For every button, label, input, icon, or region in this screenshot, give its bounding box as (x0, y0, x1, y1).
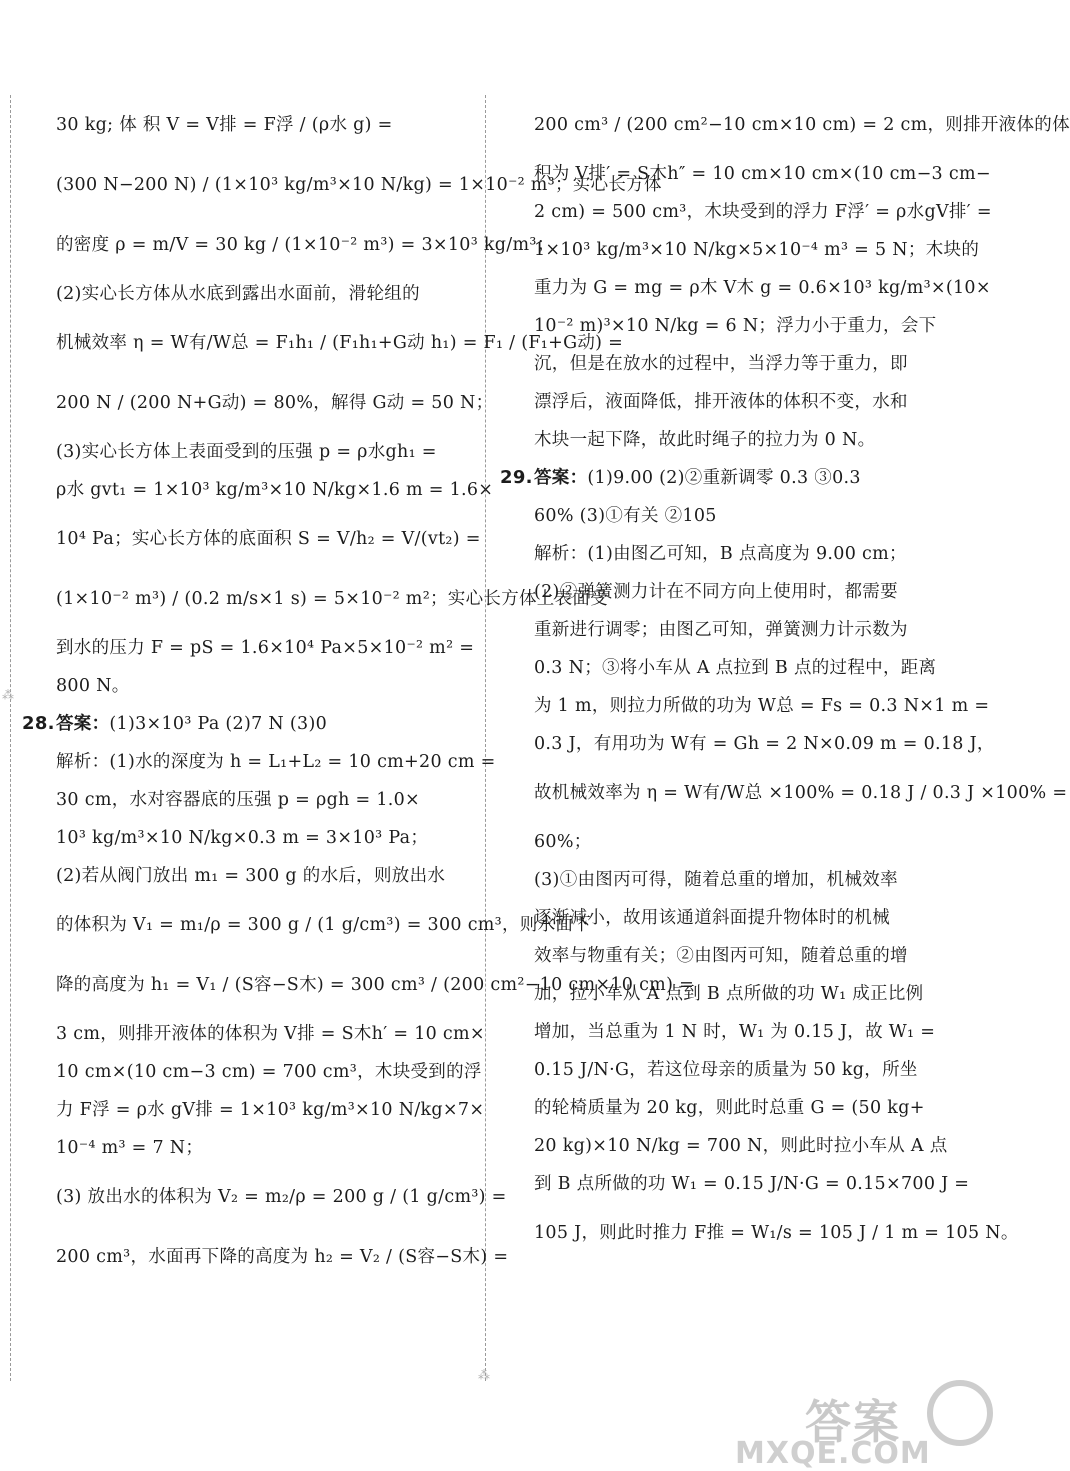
text-line: 30 kg; 体 积 V = V排 = F浮 / (ρ水 g) = (56, 115, 393, 135)
text-line: 机械效率 η = W有/W总 = F₁h₁ / (F₁h₁+G动 h₁) = F₁ / (F₁+G动) = (56, 333, 624, 353)
text-line: 200 cm³ / (200 cm²−10 cm×10 cm) = 2 cm，则排开液体的体 (534, 115, 1070, 135)
text-line: 的轮椅质量为 20 kg，则此时总重 G = (50 kg+ (534, 1098, 925, 1118)
text-line: 1×10³ kg/m³×10 N/kg×5×10⁻⁴ m³ = 5 N；木块的 (534, 240, 980, 260)
watermark-url: MXQE.COM (735, 1436, 931, 1471)
answer-text-continued: 60% (3)①有关 ②105 (534, 506, 717, 526)
text-line: 的密度 ρ = m/V = 30 kg / (1×10⁻² m³) = 3×10³ kg/m³； (56, 235, 555, 255)
watermark-circle-icon (927, 1380, 993, 1446)
text-line: 2 cm) = 500 cm³，木块受到的浮力 F浮′ = ρ水gV排′ = (534, 202, 992, 222)
text-line: 10⁻² m)³×10 N/kg = 6 N；浮力小于重力，会下 (534, 316, 937, 336)
question-number: 29. (500, 467, 533, 488)
text-line: 10 cm×(10 cm−3 cm) = 700 cm³，木块受到的浮 (56, 1062, 482, 1082)
text-line: 200 N / (200 N+G动) = 80%，解得 G动 = 50 N； (56, 393, 494, 413)
text-line: 沉，但是在放水的过程中，当浮力等于重力，即 (534, 354, 908, 374)
text-line: 效率与物重有关；②由图丙可知，随着总重的增 (534, 946, 908, 966)
text-line: 800 N。 (56, 676, 130, 696)
text-line: 0.3 J，有用功为 W有 = Gh = 2 N×0.09 m = 0.18 J， (534, 734, 995, 754)
text-line: 3 cm，则排开液体的体积为 V排 = S木h′ = 10 cm× (56, 1024, 485, 1044)
text-line: 为 1 m，则拉力所做的功为 W总 = Fs = 0.3 N×1 m = (534, 696, 990, 716)
answer-label: 答案： (56, 714, 110, 734)
text-line: 解析：(1)水的深度为 h = L₁+L₂ = 10 cm+20 cm = (56, 752, 496, 772)
margin-mark-icon: ⁂ (478, 1368, 490, 1382)
text-line: 105 J，则此时推力 F推 = W₁/s = 105 J / 1 m = 105 N。 (534, 1223, 1019, 1243)
question-header (500, 459, 970, 497)
watermark-title: 答案 (805, 1395, 901, 1449)
text-line: (3) 放出水的体积为 V₂ = m₂/ρ = 200 g / (1 g/cm³) = (56, 1187, 507, 1207)
margin-mark-icon: ⁂ (2, 688, 14, 702)
text-line: 0.15 J/N·G，若这位母亲的质量为 50 kg，所坐 (534, 1060, 918, 1080)
text-line: 解析：(1)由图乙可知，B 点高度为 9.00 cm； (534, 544, 907, 564)
text-line: (3)实心长方体上表面受到的压强 p = ρ水gh₁ = (56, 442, 437, 462)
text-line: 10³ kg/m³×10 N/kg×0.3 m = 3×10³ Pa； (56, 828, 429, 848)
text-line: (1×10⁻² m³) / (0.2 m/s×1 s) = 5×10⁻² m²；实心长方体上表面受 (56, 589, 609, 609)
text-line: 增加，当总重为 1 N 时，W₁ 为 0.15 J，故 W₁ = (534, 1022, 936, 1042)
text-line: 0.3 N；③将小车从 A 点拉到 B 点的过程中，距离 (534, 658, 937, 678)
text-line: 20 kg)×10 N/kg = 700 N，则此时拉小车从 A 点 (534, 1136, 948, 1156)
answer-text: (1)9.00 (2)②重新调零 0.3 ③0.3 (587, 468, 861, 488)
text-line: 200 cm³，水面再下降的高度为 h₂ = V₂ / (S容−S木) = (56, 1247, 509, 1267)
answer-label: 答案： (534, 468, 588, 488)
text-line: 力 F浮 = ρ水 gV排 = 1×10³ kg/m³×10 N/kg×7× (56, 1100, 485, 1120)
text-line: 10⁴ Pa；实心长方体的底面积 S = V/h₂ = V/(vt₂) = (56, 529, 481, 549)
text-line: 故机械效率为 η = W有/W总 ×100% = 0.18 J / 0.3 J ×100% = (534, 783, 1068, 803)
text-line: (300 N−200 N) / (1×10³ kg/m³×10 N/kg) = 1×10⁻² m³；实心长方体 (56, 175, 662, 195)
text-line: (2)若从阀门放出 m₁ = 300 g 的水后，则放出水 (56, 866, 446, 886)
text-line: 加，拉小车从 A 点到 B 点所做的功 W₁ 成正比例 (534, 984, 924, 1004)
text-line: 10⁻⁴ m³ = 7 N； (56, 1138, 204, 1158)
text-line: 漂浮后，液面降低，排开液体的体积不变，水和 (534, 392, 908, 412)
text-line: (3)①由图丙可得，随着总重的增加，机械效率 (534, 870, 898, 890)
text-line: 的体积为 V₁ = m₁/ρ = 300 g / (1 g/cm³) = 300 cm³，则水面下 (56, 915, 591, 935)
question-header (22, 705, 477, 743)
text-line: 30 cm，水对容器底的压强 p = ρgh = 1.0× (56, 790, 421, 810)
left-margin-dashed-rule (10, 95, 11, 1381)
text-line: 逐渐减小，故用该通道斜面提升物体时的机械 (534, 908, 890, 928)
question-number: 28. (22, 713, 55, 734)
text-line: 重力为 G = mg = ρ木 V木 g = 0.6×10³ kg/m³×(10× (534, 278, 991, 298)
text-line: 到 B 点所做的功 W₁ = 0.15 J/N·G = 0.15×700 J = (534, 1174, 970, 1194)
watermark-logo (735, 1378, 990, 1471)
text-line: 到水的压力 F = pS = 1.6×10⁴ Pa×5×10⁻² m² = (56, 638, 475, 658)
text-line: 木块一起下降，故此时绳子的拉力为 0 N。 (534, 430, 876, 450)
right-column (500, 95, 1070, 1263)
answer-text: (1)3×10³ Pa (2)7 N (3)0 (109, 714, 328, 734)
text-line: (2)②弹簧测力计在不同方向上使用时，都需要 (534, 582, 898, 602)
text-line: 降的高度为 h₁ = V₁ / (S容−S木) = 300 cm³ / (200 cm²−10 cm×10 cm) = (56, 975, 695, 995)
text-line: 积为 V排′ = S木h″ = 10 cm×10 cm×(10 cm−3 cm− (534, 164, 991, 184)
text-line: 60%； (534, 832, 592, 852)
text-line: ρ水 gvt₁ = 1×10³ kg/m³×10 N/kg×1.6 m = 1.6× (56, 480, 494, 500)
text-line: 重新进行调零；由图乙可知，弹簧测力计示数为 (534, 620, 908, 640)
text-line: (2)实心长方体从水底到露出水面前，滑轮组的 (56, 284, 420, 304)
